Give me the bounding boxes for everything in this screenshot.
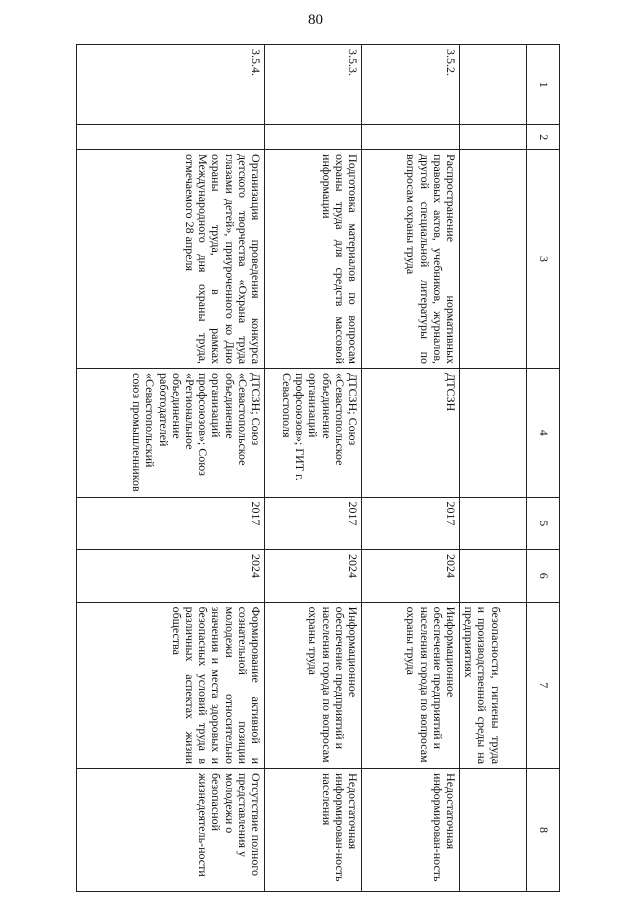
row-problem: Недостаточная информирован-ность населения <box>265 769 362 892</box>
row-number: 3.5.3. <box>265 45 362 125</box>
row-end-year: 2024 <box>265 550 362 603</box>
row-executors: ДТСЗН <box>362 369 460 498</box>
row-start-year: 2017 <box>362 497 460 550</box>
header-col-7: 7 <box>527 602 560 768</box>
row-col2 <box>265 125 362 150</box>
header-col-1: 1 <box>527 45 560 125</box>
row-executors: ДТСЗН; Союз «Севастопольское объединение организаций профсоюзов»; Союз «Региональное объединение работодателей «Севастопольский союз промышленников <box>77 369 265 498</box>
header-col-4: 4 <box>527 369 560 498</box>
row-result: Информационное обеспечение предприятий и населения города по вопросам охраны труда <box>265 602 362 768</box>
table-row <box>77 45 265 892</box>
header-col-2: 2 <box>527 125 560 150</box>
continuation-row <box>460 45 527 892</box>
row-problem: Отсутствие полного представления у молодежи о безопасной жизнедеятель-ности <box>77 769 265 892</box>
table-row <box>362 45 460 892</box>
row-start-year: 2017 <box>265 497 362 550</box>
row-col2 <box>362 125 460 150</box>
header-col-5: 5 <box>527 497 560 550</box>
row-executors: ДТСЗН; Союз «Севастопольское объединение организаций профсоюзов»; ГИТ г. Севастополя <box>265 369 362 498</box>
header-col-8: 8 <box>527 769 560 892</box>
row-number: 3.5.4. <box>77 45 265 125</box>
header-row <box>527 45 560 892</box>
row-end-year: 2024 <box>77 550 265 603</box>
row-col2 <box>77 125 265 150</box>
measures-table <box>76 44 560 892</box>
row-result: Формирование активной и сознательной позиции молодежи относительно значения и места здоровых и безопасных условий труда в различных аспектах жизни общества <box>77 602 265 768</box>
continuation-result: безопасности, гигиены труда и производственной среды на предприятиях <box>460 602 527 768</box>
row-activity: Организация проведения конкурса детского творчества «Охрана труда глазами детей», приуроченного ко Дню охраны труда, в рамках Международного дня охраны труда, отмечаемого 28 апреля <box>77 150 265 369</box>
row-problem: Недостаточная информирован-ность <box>362 769 460 892</box>
row-result: Информационное обеспечение предприятий и населения города по вопросам охраны труда <box>362 602 460 768</box>
row-number: 3.5.2. <box>362 45 460 125</box>
row-end-year: 2024 <box>362 550 460 603</box>
header-col-3: 3 <box>527 150 560 369</box>
table-row <box>265 45 362 892</box>
header-col-6: 6 <box>527 550 560 603</box>
rotated-table-wrapper <box>96 44 560 892</box>
row-start-year: 2017 <box>77 497 265 550</box>
page-number: 80 <box>308 12 323 28</box>
row-activity: Подготовка материалов по вопросам охраны труда для средств массовой информации <box>265 150 362 369</box>
row-activity: Распространение нормативных правовых актов, учебников, журналов, другой специальной литературы по вопросам охраны труда <box>362 150 460 369</box>
